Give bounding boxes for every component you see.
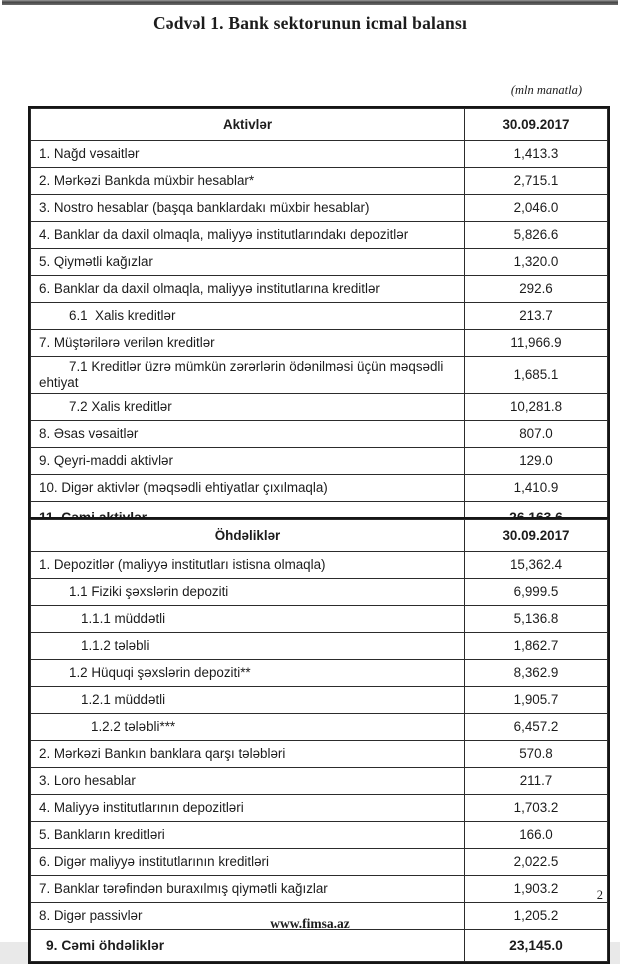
row-value: 10,281.8 bbox=[465, 394, 608, 421]
table-row bbox=[31, 475, 608, 502]
row-label: 7.1 Kreditlər üzrə mümkün zərərlərin ödənilməsi üçün məqsədli ehtiyat bbox=[31, 357, 465, 394]
row-value: 1,903.2 bbox=[465, 876, 608, 903]
row-label: 8. Digər passivlər bbox=[31, 903, 465, 930]
assets-table-grid bbox=[30, 108, 608, 534]
row-label: 1.2.2 tələbli*** bbox=[31, 714, 465, 741]
row-label: 3. Loro hesablar bbox=[31, 768, 465, 795]
footer-url: www.fimsa.az bbox=[270, 916, 350, 931]
column-header-label: Aktivlər bbox=[31, 109, 465, 141]
unit-note: (mln manatla) bbox=[510, 83, 582, 97]
document-title: Cədvəl 1. Bank sektorunun icmal balansı bbox=[152, 13, 468, 33]
row-value: 213.7 bbox=[465, 303, 608, 330]
row-value: 292.6 bbox=[465, 276, 608, 303]
row-label: 7.2 Xalis kreditlər bbox=[31, 394, 465, 421]
row-label: 8. Əsas vəsaitlər bbox=[31, 421, 465, 448]
row-value: 129.0 bbox=[465, 448, 608, 475]
table-row bbox=[31, 606, 608, 633]
table-row bbox=[31, 552, 608, 579]
header-row bbox=[31, 109, 608, 141]
row-value: 23,145.0 bbox=[465, 930, 608, 962]
table-row bbox=[31, 849, 608, 876]
row-label: 4. Maliyyə institutlarının depozitləri bbox=[31, 795, 465, 822]
row-label: 3. Nostro hesablar (başqa banklardakı müxbir hesablar) bbox=[31, 195, 465, 222]
column-header-date: 30.09.2017 bbox=[465, 109, 608, 141]
table-row bbox=[31, 768, 608, 795]
row-value: 1,905.7 bbox=[465, 687, 608, 714]
row-value: 2,022.5 bbox=[465, 849, 608, 876]
table-row bbox=[31, 276, 608, 303]
row-label: 1.1 Fiziki şəxslərin depoziti bbox=[31, 579, 465, 606]
row-value: 1,862.7 bbox=[465, 633, 608, 660]
row-value: 11,966.9 bbox=[465, 330, 608, 357]
table-row bbox=[31, 222, 608, 249]
header-row bbox=[31, 520, 608, 552]
table-row bbox=[31, 876, 608, 903]
row-value: 15,362.4 bbox=[465, 552, 608, 579]
page-number: 2 bbox=[596, 888, 603, 902]
row-value: 1,413.3 bbox=[465, 141, 608, 168]
row-value: 5,826.6 bbox=[465, 222, 608, 249]
row-label: 2. Mərkəzi Bankda müxbir hesablar* bbox=[31, 168, 465, 195]
liabilities-table-grid bbox=[30, 519, 608, 962]
column-header-date: 30.09.2017 bbox=[465, 520, 608, 552]
row-label: 1.1.1 müddətli bbox=[31, 606, 465, 633]
table-row bbox=[31, 633, 608, 660]
row-value: 2,046.0 bbox=[465, 195, 608, 222]
row-label: 6.1 Xalis kreditlər bbox=[31, 303, 465, 330]
table-row bbox=[31, 687, 608, 714]
table-row bbox=[31, 195, 608, 222]
table-row bbox=[31, 330, 608, 357]
table-row bbox=[31, 795, 608, 822]
row-label: 1. Nağd vəsaitlər bbox=[31, 141, 465, 168]
row-label: 6. Digər maliyyə institutlarının kreditləri bbox=[31, 849, 465, 876]
row-label: 5. Bankların kreditləri bbox=[31, 822, 465, 849]
row-label: 9. Qeyri-maddi aktivlər bbox=[31, 448, 465, 475]
row-label: 4. Banklar da daxil olmaqla, maliyyə institutlarındakı depozitlər bbox=[31, 222, 465, 249]
table-row bbox=[31, 660, 608, 687]
row-value: 1,685.1 bbox=[465, 357, 608, 394]
row-label: 1.2.1 müddətli bbox=[31, 687, 465, 714]
row-value: 5,136.8 bbox=[465, 606, 608, 633]
row-label: 10. Digər aktivlər (məqsədli ehtiyatlar çıxılmaqla) bbox=[31, 475, 465, 502]
row-label: 1.1.2 tələbli bbox=[31, 633, 465, 660]
row-value: 570.8 bbox=[465, 741, 608, 768]
row-value: 211.7 bbox=[465, 768, 608, 795]
table-row bbox=[31, 448, 608, 475]
row-label: 1.2 Hüquqi şəxslərin depoziti** bbox=[31, 660, 465, 687]
row-label: 5. Qiymətli kağızlar bbox=[31, 249, 465, 276]
table-row bbox=[31, 714, 608, 741]
row-label: 7. Müştərilərə verilən kreditlər bbox=[31, 330, 465, 357]
row-label: 7. Banklar tərəfindən buraxılmış qiymətli kağızlar bbox=[31, 876, 465, 903]
row-value: 1,320.0 bbox=[465, 249, 608, 276]
row-value: 6,457.2 bbox=[465, 714, 608, 741]
row-value: 6,999.5 bbox=[465, 579, 608, 606]
column-header-label: Öhdəliklər bbox=[31, 520, 465, 552]
table-row bbox=[31, 822, 608, 849]
row-value: 1,703.2 bbox=[465, 795, 608, 822]
row-label: 9. Cəmi öhdəliklər bbox=[31, 930, 465, 962]
table-row bbox=[31, 249, 608, 276]
row-value: 166.0 bbox=[465, 822, 608, 849]
row-value: 2,715.1 bbox=[465, 168, 608, 195]
row-value: 807.0 bbox=[465, 421, 608, 448]
table-row bbox=[31, 394, 608, 421]
table-row bbox=[31, 421, 608, 448]
row-label: 1. Depozitlər (maliyyə institutları istisna olmaqla) bbox=[31, 552, 465, 579]
assets-table bbox=[28, 106, 610, 536]
top-rule bbox=[2, 0, 618, 5]
row-label: 2. Mərkəzi Bankın banklara qarşı tələbləri bbox=[31, 741, 465, 768]
table-row bbox=[31, 141, 608, 168]
liabilities-table bbox=[28, 517, 610, 964]
table-row bbox=[31, 303, 608, 330]
row-label: 6. Banklar da daxil olmaqla, maliyyə institutlarına kreditlər bbox=[31, 276, 465, 303]
row-value: 8,362.9 bbox=[465, 660, 608, 687]
row-value: 1,410.9 bbox=[465, 475, 608, 502]
table-row bbox=[31, 357, 608, 394]
table-row bbox=[31, 168, 608, 195]
row-value: 1,205.2 bbox=[465, 903, 608, 930]
table-row bbox=[31, 741, 608, 768]
table-row bbox=[31, 930, 608, 962]
table-row bbox=[31, 579, 608, 606]
